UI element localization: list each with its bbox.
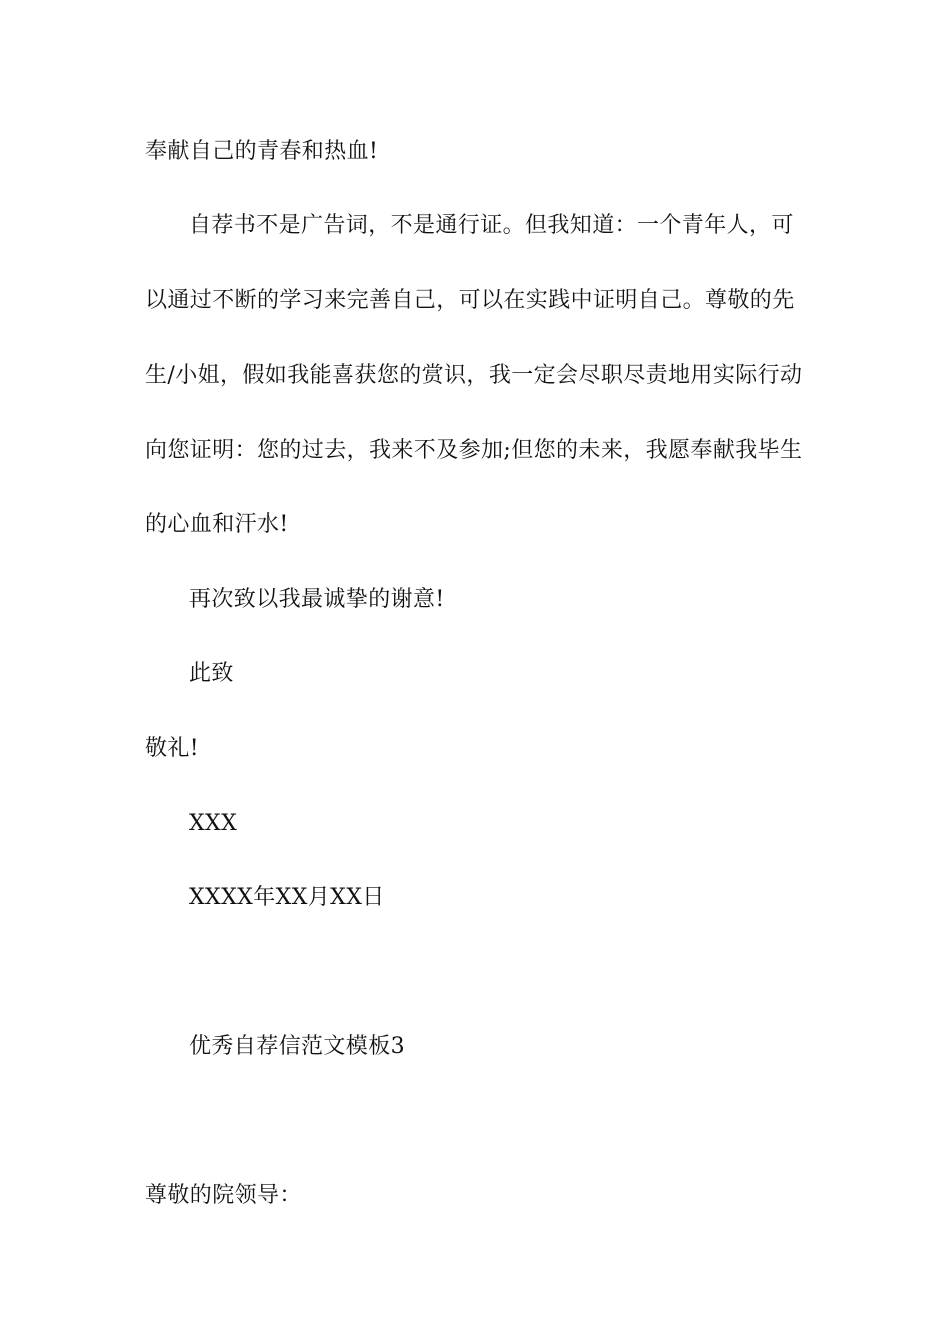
signature-date: XXXX年XX月XX日 bbox=[189, 885, 385, 910]
paragraph-text-line: 自荐书不是广告词，不是通行证。但我知道：一个青年人，可 bbox=[189, 213, 794, 238]
body-text-line: 奉献自己的青春和热血! bbox=[145, 139, 379, 164]
paragraph-text-line: 以通过不断的学习来完善自己，可以在实践中证明自己。尊敬的先 bbox=[145, 288, 795, 313]
paragraph-text-line: 生/小姐，假如我能喜获您的赏识，我一定会尽职尽责地用实际行动 bbox=[145, 363, 803, 388]
paragraph-text-line: 向您证明：您的过去，我来不及参加;但您的未来，我愿奉献我毕生 bbox=[145, 438, 803, 463]
thanks-line: 再次致以我最诚挚的谢意! bbox=[189, 587, 445, 612]
section-heading: 优秀自荐信范文模板3 bbox=[189, 1034, 405, 1059]
closing-line: 此致 bbox=[189, 661, 234, 686]
letter-salutation: 尊敬的院领导： bbox=[145, 1183, 302, 1208]
signature-name: XXX bbox=[189, 811, 238, 836]
paragraph-text-line: 的心血和汗水! bbox=[145, 512, 289, 537]
salutation-closing: 敬礼! bbox=[145, 736, 200, 761]
